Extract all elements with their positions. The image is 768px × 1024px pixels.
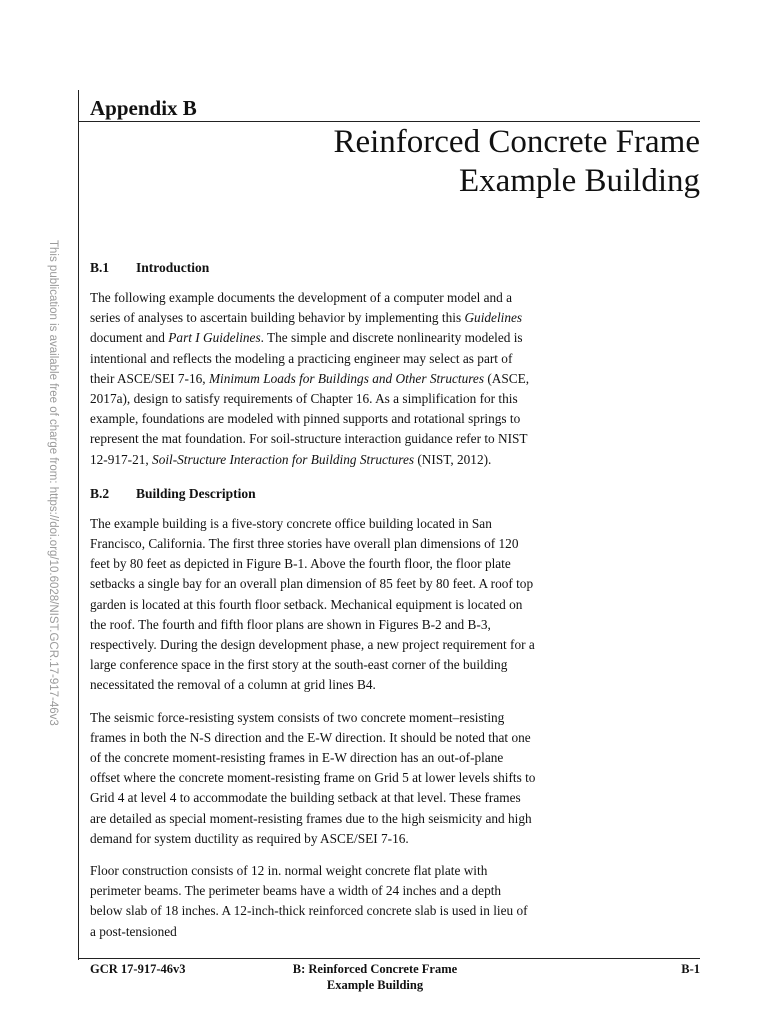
section-number: B.2: [90, 485, 110, 501]
section-building-description: [90, 484, 536, 942]
footer-chapter-line-2: Example Building: [326, 978, 424, 992]
section-heading: [90, 258, 536, 278]
body-content: [90, 258, 536, 954]
left-margin-rule: [78, 90, 79, 960]
paragraph: The seismic force-resisting system consists of two concrete moment–resisting frames in both the N-S direction and the E-W direction. It should be noted that one of the concrete moment-resisting frames in E-W direction has an out-of-plane offset where the concrete moment-resisting frame on Grid 5 at lower levels shifts to Grid 4 at level 4 to accommodate the building setback at that level. These frames are detailed as special moment-resisting frames due to the high seismicity and high demand for system ductility as required by ASCE/SEI 7-16.: [90, 709, 536, 846]
availability-notice: This publication is available free of charge from: https://doi.org/10.6028/NIST.GCR.17-917-46v3: [47, 240, 59, 726]
page-number: B-1: [681, 962, 700, 976]
paragraph: The example building is a five-story concrete office building located in San Francisco, California. The first three stories have overall plan dimensions of 120 feet by 80 feet as depicted in Figure B-1. Above the fourth floor, the floor plate setbacks a single bay for an overall plan dimension of 85 feet by 80 feet. A roof top garden is located at this fourth floor setback. Mechanical equipment is located on the roof. The fourth and fifth floor plans are shown in Figures B-2 and B-3, respectively. During the design development phase, a new project requirement for a large conference space in the first story at the south-east corner of the building necessitated the removal of a column at grid lines B4.: [90, 515, 535, 693]
footer-chapter-line-1: B: Reinforced Concrete Frame: [292, 962, 458, 976]
section-number: B.1: [90, 260, 110, 275]
footer-report-number: GCR 17-917-46v3: [90, 962, 186, 976]
paragraph: Floor construction consists of 12 in. normal weight concrete flat plate with perimeter beams. The perimeter beams have a width of 24 inches and a depth below slab of 18 inches. A 12-inch-thick reinforced concrete slab is used in lieu of a post-tensioned: [90, 863, 528, 939]
chapter-title-line-2: Example Building: [458, 163, 700, 199]
section-introduction: [90, 258, 536, 470]
section-heading: [90, 484, 536, 504]
section-title: Introduction: [136, 260, 210, 275]
appendix-label: Appendix B: [90, 96, 197, 120]
chapter-title: [180, 123, 700, 201]
paragraph: The following example documents the development of a computer model and a series of analyses to ascertain building behavior by implementing this Guidelines document and Part I Guidelines. The simple and discrete nonlinearity modeled is intentional and reflects the modeling a practicing engineer may select as part of their ASCE/SEI 7-16, Minimum Loads for Buildings and Other Structures (ASCE, 2017a), design to satisfy requirements of Chapter 16. As a simplification for this example, foundations are modeled with pinned supports and rotational springs to represent the mat foundation. For soil-structure interaction guidance refer to NIST 12-917-21, Soil-Structure Interaction for Building Structures (NIST, 2012).: [90, 290, 530, 467]
footer-chapter-title: [255, 961, 495, 993]
header-rule: [78, 121, 700, 122]
chapter-title-line-1: Reinforced Concrete Frame: [333, 124, 700, 160]
footer-rule: [78, 958, 700, 959]
section-title: Building Description: [136, 485, 256, 501]
